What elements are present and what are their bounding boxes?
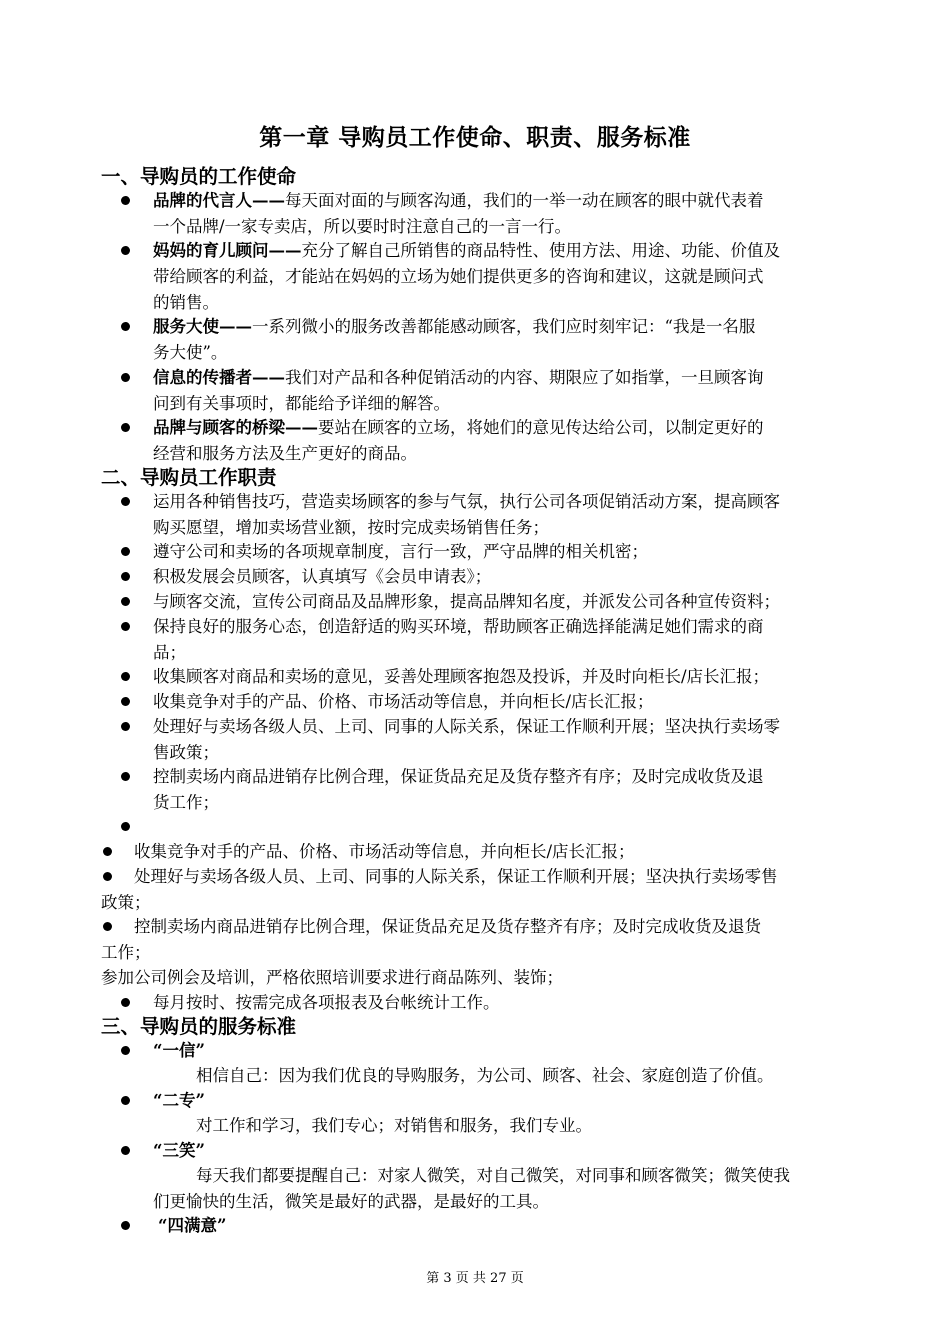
bullet-icon [103, 922, 112, 931]
bullet-icon [103, 872, 112, 881]
bullet-icon [121, 597, 130, 606]
bullet-icon [121, 672, 130, 681]
list-item-line: 处理好与卖场各级人员、上司、同事的人际关系，保证工作顺利开展；坚决执行卖场零售 [134, 867, 778, 886]
bullet-icon [121, 722, 130, 731]
standard-term: “三笑” [153, 1141, 205, 1160]
bullet-icon [121, 547, 130, 556]
bullet-icon [121, 1221, 130, 1230]
list-item-line: 信息的传播者——我们对产品和各种促销活动的内容、期限应了如指掌，一旦顾客询 [153, 368, 764, 387]
list-item-line: 务大使”。 [153, 343, 228, 362]
paragraph-line: 参加公司例会及培训，严格依照培训要求进行商品陈列、装饰； [101, 968, 563, 987]
section-heading-duties: 二、导购员工作职责 [101, 466, 277, 489]
bullet-icon [121, 322, 130, 331]
bullet-icon [121, 572, 130, 581]
list-item-line: 带给顾客的利益，才能站在妈妈的立场为她们提供更多的咨询和建议，这就是顾问式 [153, 267, 764, 286]
standard-term: “一信” [153, 1041, 205, 1060]
list-item-line: 遵守公司和卖场的各项规章制度，言行一致，严守品牌的相关机密； [153, 542, 648, 561]
list-item-line: 经营和服务方法及生产更好的商品。 [153, 444, 417, 463]
list-item-line: 品牌的代言人——每天面对面的与顾客沟通，我们的一举一动在顾客的眼中就代表着 [153, 191, 764, 210]
standard-term: “二专” [153, 1091, 205, 1110]
list-item-line: 工作； [101, 943, 151, 962]
list-item-line: 购买愿望，增加卖场营业额，按时完成卖场销售任务； [153, 518, 549, 537]
standard-text: 每天我们都要提醒自己：对家人微笑，对自己微笑，对同事和顾客微笑；微笑使我 [196, 1166, 790, 1185]
list-item-line: 收集顾客对商品和卖场的意见，妥善处理顾客抱怨及投诉，并及时向柜长/店长汇报； [153, 667, 770, 686]
list-item-line: 每月按时、按需完成各项报表及台帐统计工作。 [153, 993, 500, 1012]
list-item-line: 售政策； [153, 743, 219, 762]
bullet-icon [121, 246, 130, 255]
list-item-line: 处理好与卖场各级人员、上司、同事的人际关系，保证工作顺利开展；坚决执行卖场零 [153, 717, 780, 736]
bullet-icon [103, 847, 112, 856]
bullet-icon [121, 196, 130, 205]
list-item-line: 控制卖场内商品进销存比例合理，保证货品充足及货存整齐有序；及时完成收货及退货 [134, 917, 761, 936]
bullet-icon [121, 622, 130, 631]
bullet-icon [121, 423, 130, 432]
list-item-line: 控制卖场内商品进销存比例合理，保证货品充足及货存整齐有序；及时完成收货及退 [153, 767, 764, 786]
list-item-line: 积极发展会员顾客，认真填写《会员申请表》； [153, 567, 492, 586]
bullet-icon [121, 998, 130, 1007]
list-item-line: 运用各种销售技巧，营造卖场顾客的参与气氛，执行公司各项促销活动方案，提高顾客 [153, 492, 780, 511]
list-item-line: 货工作； [153, 793, 219, 812]
bullet-icon [121, 697, 130, 706]
bullet-icon [121, 1096, 130, 1105]
list-item-line: 问到有关事项时，都能给予详细的解答。 [153, 394, 450, 413]
list-item-line: 保持良好的服务心态，创造舒适的购买环境，帮助顾客正确选择能满足她们需求的商 [153, 617, 764, 636]
standard-term: “四满意” [158, 1216, 227, 1235]
bullet-icon [121, 497, 130, 506]
bullet-icon [121, 373, 130, 382]
standard-text: 相信自己：因为我们优良的导购服务，为公司、顾客、社会、家庭创造了价值。 [196, 1066, 774, 1085]
list-item-line: 妈妈的育儿顾问——充分了解自己所销售的商品特性、使用方法、用途、功能、价值及 [153, 241, 780, 260]
page-footer: 第 3 页 共 27 页 [426, 1271, 524, 1286]
list-item-line: 品牌与顾客的桥梁——要站在顾客的立场，将她们的意见传达给公司，以制定更好的 [153, 418, 764, 437]
list-item-line: 品； [153, 643, 186, 662]
section-heading-mission: 一、导购员的工作使命 [101, 165, 297, 188]
bullet-icon [121, 822, 130, 831]
list-item-line: 一个品牌/一家专卖店，所以要时时注意自己的一言一行。 [153, 217, 572, 236]
list-item-line: 政策； [101, 893, 151, 912]
list-item-line: 与顾客交流，宣传公司商品及品牌形象，提高品牌知名度，并派发公司各种宣传资料； [153, 592, 780, 611]
standard-text: 对工作和学习，我们专心；对销售和服务，我们专业。 [196, 1116, 592, 1135]
bullet-icon [121, 1046, 130, 1055]
list-item-line: 收集竞争对手的产品、价格、市场活动等信息，并向柜长/店长汇报； [153, 692, 654, 711]
chapter-title: 第一章 导购员工作使命、职责、服务标准 [259, 124, 691, 151]
list-item-line: 收集竞争对手的产品、价格、市场活动等信息，并向柜长/店长汇报； [134, 842, 635, 861]
section-heading-standards: 三、导购员的服务标准 [101, 1015, 297, 1038]
bullet-icon [121, 1146, 130, 1155]
list-item-line: 的销售。 [153, 293, 219, 312]
standard-text: 们更愉快的生活，微笑是最好的武器，是最好的工具。 [153, 1192, 549, 1211]
bullet-icon [121, 772, 130, 781]
list-item-line: 服务大使——一系列微小的服务改善都能感动顾客，我们应时刻牢记：“我是一名服 [153, 317, 756, 336]
